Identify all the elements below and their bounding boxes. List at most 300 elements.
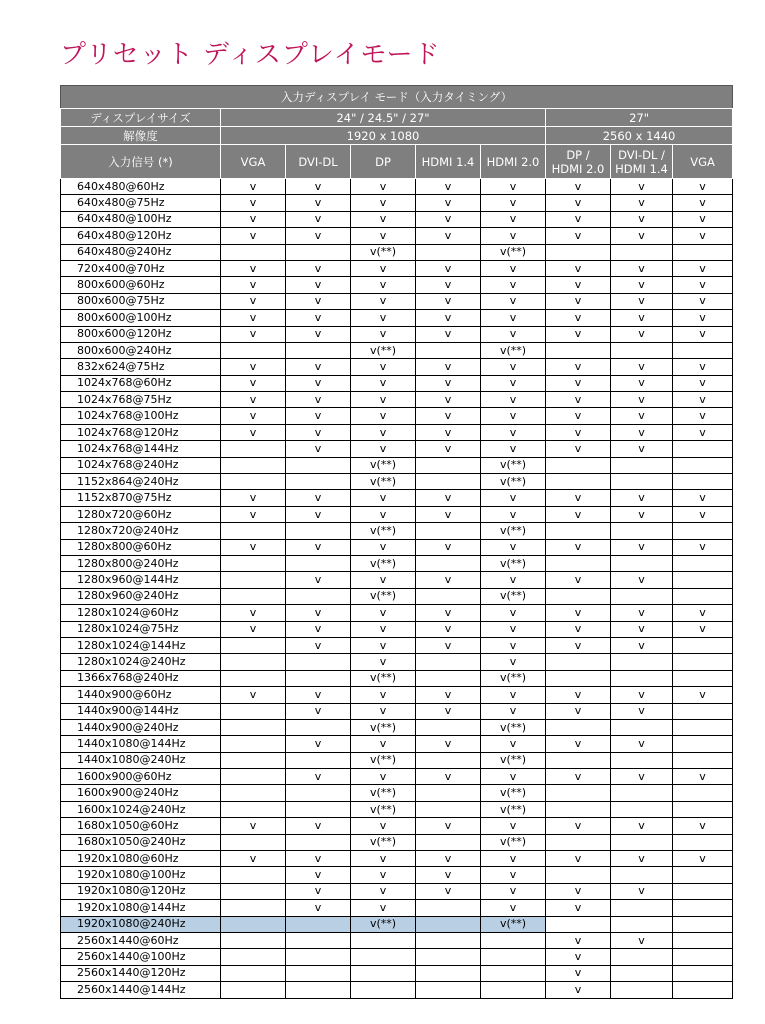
support-cell: v bbox=[286, 572, 351, 588]
table-row bbox=[61, 555, 733, 571]
support-cell: v bbox=[611, 736, 673, 752]
support-cell: v(**) bbox=[481, 785, 546, 801]
support-cell: v bbox=[286, 605, 351, 621]
support-cell: v bbox=[351, 195, 416, 211]
support-cell: v bbox=[546, 506, 611, 522]
support-cell: v bbox=[286, 687, 351, 703]
support-cell: v(**) bbox=[481, 588, 546, 604]
support-cell: v bbox=[546, 260, 611, 276]
support-cell bbox=[611, 801, 673, 817]
table-row bbox=[61, 588, 733, 604]
signal-cell: 800x600@60Hz bbox=[61, 277, 221, 293]
support-cell bbox=[611, 949, 673, 965]
support-cell: v bbox=[673, 408, 733, 424]
support-cell: v bbox=[673, 506, 733, 522]
support-cell: v bbox=[416, 326, 481, 342]
support-cell bbox=[673, 752, 733, 768]
table-row bbox=[61, 572, 733, 588]
support-cell: v bbox=[673, 392, 733, 408]
support-cell: v bbox=[546, 637, 611, 653]
support-cell bbox=[221, 834, 286, 850]
signal-cell: 1280x800@240Hz bbox=[61, 555, 221, 571]
support-cell: v bbox=[611, 506, 673, 522]
support-cell bbox=[221, 752, 286, 768]
support-cell: v bbox=[546, 851, 611, 867]
signal-cell: 800x600@120Hz bbox=[61, 326, 221, 342]
support-cell bbox=[286, 555, 351, 571]
support-cell: v bbox=[351, 228, 416, 244]
support-cell: v bbox=[611, 851, 673, 867]
support-cell: v bbox=[286, 179, 351, 195]
support-cell: v bbox=[416, 621, 481, 637]
support-cell: v(**) bbox=[351, 752, 416, 768]
signal-cell: 1280x960@144Hz bbox=[61, 572, 221, 588]
column-header: DVI-DL bbox=[286, 145, 351, 179]
signal-cell: 1280x1024@144Hz bbox=[61, 637, 221, 653]
support-cell bbox=[481, 932, 546, 948]
support-cell: v bbox=[416, 359, 481, 375]
support-cell bbox=[221, 965, 286, 981]
support-cell: v bbox=[221, 260, 286, 276]
support-cell: v bbox=[611, 703, 673, 719]
support-cell: v bbox=[673, 277, 733, 293]
support-cell bbox=[221, 588, 286, 604]
support-cell: v(**) bbox=[351, 342, 416, 358]
support-cell: v(**) bbox=[481, 244, 546, 260]
support-cell bbox=[673, 703, 733, 719]
table-row bbox=[61, 457, 733, 473]
support-cell: v bbox=[546, 441, 611, 457]
signal-cell: 1152x870@75Hz bbox=[61, 490, 221, 506]
column-header: VGA bbox=[221, 145, 286, 179]
support-cell: v bbox=[481, 260, 546, 276]
page-title: プリセット ディスプレイモード bbox=[60, 40, 441, 70]
support-cell: v bbox=[673, 621, 733, 637]
support-cell: v bbox=[546, 621, 611, 637]
support-cell: v bbox=[221, 490, 286, 506]
support-cell bbox=[351, 982, 416, 998]
support-cell: v bbox=[286, 441, 351, 457]
support-cell: v bbox=[351, 703, 416, 719]
support-cell: v bbox=[611, 932, 673, 948]
support-cell: v(**) bbox=[481, 474, 546, 490]
signal-cell: 1920x1080@120Hz bbox=[61, 883, 221, 899]
support-cell: v bbox=[611, 195, 673, 211]
support-cell: v bbox=[546, 211, 611, 227]
support-cell: v bbox=[351, 179, 416, 195]
support-cell: v bbox=[611, 359, 673, 375]
support-cell: v bbox=[546, 572, 611, 588]
support-cell bbox=[221, 916, 286, 932]
signal-cell: 1920x1080@144Hz bbox=[61, 900, 221, 916]
table-row bbox=[61, 818, 733, 834]
support-cell: v(**) bbox=[351, 244, 416, 260]
support-cell bbox=[673, 555, 733, 571]
support-cell: v bbox=[481, 310, 546, 326]
signal-cell: 832x624@75Hz bbox=[61, 359, 221, 375]
support-cell bbox=[286, 342, 351, 358]
support-cell: v bbox=[673, 687, 733, 703]
support-cell bbox=[286, 457, 351, 473]
support-cell: v bbox=[416, 572, 481, 588]
support-cell: v bbox=[481, 769, 546, 785]
support-cell bbox=[286, 916, 351, 932]
support-cell bbox=[286, 588, 351, 604]
support-cell: v bbox=[221, 359, 286, 375]
support-cell bbox=[546, 752, 611, 768]
support-cell: v bbox=[221, 195, 286, 211]
support-cell: v bbox=[611, 211, 673, 227]
support-cell: v bbox=[546, 490, 611, 506]
support-cell: v(**) bbox=[351, 785, 416, 801]
support-cell: v bbox=[221, 277, 286, 293]
support-cell bbox=[673, 883, 733, 899]
display-size-label: ディスプレイサイズ bbox=[61, 109, 221, 127]
signal-cell: 1600x900@240Hz bbox=[61, 785, 221, 801]
support-cell bbox=[673, 900, 733, 916]
support-cell bbox=[546, 523, 611, 539]
support-cell bbox=[221, 785, 286, 801]
column-header: DP / HDMI 2.0 bbox=[546, 145, 611, 179]
support-cell bbox=[673, 588, 733, 604]
support-cell: v bbox=[286, 703, 351, 719]
support-cell bbox=[611, 555, 673, 571]
support-cell bbox=[416, 474, 481, 490]
table-row bbox=[61, 179, 733, 195]
support-cell bbox=[416, 801, 481, 817]
support-cell: v bbox=[286, 506, 351, 522]
support-cell: v bbox=[351, 408, 416, 424]
support-cell bbox=[416, 670, 481, 686]
support-cell bbox=[221, 900, 286, 916]
support-cell bbox=[286, 932, 351, 948]
signal-cell: 640x480@60Hz bbox=[61, 179, 221, 195]
support-cell bbox=[286, 834, 351, 850]
support-cell: v bbox=[481, 621, 546, 637]
support-cell: v bbox=[416, 637, 481, 653]
support-cell: v bbox=[286, 211, 351, 227]
table-row bbox=[61, 605, 733, 621]
resolution-b: 2560 x 1440 bbox=[546, 127, 733, 145]
support-cell: v bbox=[611, 883, 673, 899]
support-cell: v bbox=[673, 605, 733, 621]
signal-cell: 1440x900@240Hz bbox=[61, 719, 221, 735]
support-cell bbox=[416, 719, 481, 735]
signal-cell: 640x480@100Hz bbox=[61, 211, 221, 227]
support-cell bbox=[221, 883, 286, 899]
support-cell: v bbox=[481, 277, 546, 293]
display-size-b: 27" bbox=[546, 109, 733, 127]
support-cell: v bbox=[416, 179, 481, 195]
signal-cell: 800x600@100Hz bbox=[61, 310, 221, 326]
support-cell bbox=[416, 785, 481, 801]
support-cell: v(**) bbox=[481, 555, 546, 571]
support-cell: v bbox=[481, 736, 546, 752]
signal-cell: 1920x1080@60Hz bbox=[61, 851, 221, 867]
support-cell: v bbox=[481, 572, 546, 588]
support-cell: v bbox=[286, 490, 351, 506]
support-cell bbox=[221, 637, 286, 653]
support-cell: v(**) bbox=[351, 474, 416, 490]
signal-cell: 1440x1080@144Hz bbox=[61, 736, 221, 752]
support-cell bbox=[221, 719, 286, 735]
support-cell bbox=[221, 736, 286, 752]
table-row bbox=[61, 752, 733, 768]
support-cell: v bbox=[611, 375, 673, 391]
support-cell bbox=[673, 457, 733, 473]
support-cell bbox=[611, 982, 673, 998]
table-row bbox=[61, 211, 733, 227]
support-cell bbox=[221, 457, 286, 473]
support-cell: v bbox=[286, 769, 351, 785]
support-cell: v bbox=[286, 637, 351, 653]
support-cell: v bbox=[481, 687, 546, 703]
support-cell: v bbox=[221, 408, 286, 424]
support-cell: v bbox=[221, 310, 286, 326]
table-row bbox=[61, 424, 733, 440]
support-cell: v bbox=[611, 769, 673, 785]
support-cell: v bbox=[221, 392, 286, 408]
support-cell: v(**) bbox=[481, 752, 546, 768]
table-row bbox=[61, 736, 733, 752]
signal-cell: 640x480@240Hz bbox=[61, 244, 221, 260]
support-cell bbox=[286, 244, 351, 260]
table-row bbox=[61, 228, 733, 244]
support-cell: v bbox=[416, 851, 481, 867]
support-cell: v bbox=[416, 769, 481, 785]
support-cell: v bbox=[546, 900, 611, 916]
support-cell: v(**) bbox=[351, 719, 416, 735]
support-cell bbox=[611, 834, 673, 850]
support-cell: v bbox=[351, 654, 416, 670]
support-cell bbox=[611, 588, 673, 604]
table-row bbox=[61, 277, 733, 293]
support-cell: v bbox=[351, 293, 416, 309]
support-cell: v bbox=[416, 703, 481, 719]
support-cell bbox=[546, 654, 611, 670]
support-cell: v bbox=[416, 867, 481, 883]
support-cell: v bbox=[481, 326, 546, 342]
support-cell: v bbox=[351, 867, 416, 883]
support-cell bbox=[673, 523, 733, 539]
support-cell: v bbox=[611, 490, 673, 506]
table-row bbox=[61, 392, 733, 408]
support-cell bbox=[221, 769, 286, 785]
support-cell: v bbox=[481, 637, 546, 653]
support-cell: v bbox=[286, 900, 351, 916]
table-row bbox=[61, 851, 733, 867]
support-cell: v bbox=[546, 965, 611, 981]
support-cell: v bbox=[546, 326, 611, 342]
support-cell bbox=[221, 572, 286, 588]
support-cell: v bbox=[286, 359, 351, 375]
support-cell: v bbox=[546, 736, 611, 752]
support-cell bbox=[221, 932, 286, 948]
support-cell: v bbox=[611, 441, 673, 457]
table-row bbox=[61, 801, 733, 817]
support-cell bbox=[416, 555, 481, 571]
support-cell bbox=[286, 719, 351, 735]
support-cell: v bbox=[673, 179, 733, 195]
support-cell: v(**) bbox=[351, 801, 416, 817]
support-cell bbox=[673, 637, 733, 653]
support-cell: v bbox=[416, 228, 481, 244]
support-cell: v bbox=[673, 851, 733, 867]
table-row bbox=[61, 949, 733, 965]
support-cell: v bbox=[611, 179, 673, 195]
support-cell bbox=[673, 982, 733, 998]
support-cell bbox=[221, 555, 286, 571]
support-cell: v bbox=[286, 392, 351, 408]
support-cell: v bbox=[351, 687, 416, 703]
support-cell: v bbox=[611, 687, 673, 703]
support-cell: v bbox=[546, 769, 611, 785]
support-cell: v bbox=[286, 293, 351, 309]
support-cell: v bbox=[546, 883, 611, 899]
table-row bbox=[61, 342, 733, 358]
support-cell bbox=[286, 982, 351, 998]
support-cell bbox=[221, 949, 286, 965]
support-cell bbox=[611, 867, 673, 883]
support-cell: v bbox=[546, 605, 611, 621]
support-cell bbox=[416, 523, 481, 539]
signal-cell: 1440x900@144Hz bbox=[61, 703, 221, 719]
support-cell: v bbox=[481, 703, 546, 719]
input-signal-label: 入力信号 (*) bbox=[61, 145, 221, 179]
support-cell bbox=[416, 752, 481, 768]
support-cell: v bbox=[351, 490, 416, 506]
table-row bbox=[61, 474, 733, 490]
column-header: VGA bbox=[673, 145, 733, 179]
support-cell: v(**) bbox=[481, 342, 546, 358]
support-cell bbox=[611, 965, 673, 981]
resolution-a: 1920 x 1080 bbox=[221, 127, 546, 145]
support-cell: v bbox=[546, 539, 611, 555]
support-cell: v bbox=[481, 392, 546, 408]
support-cell: v bbox=[481, 408, 546, 424]
support-cell: v bbox=[286, 326, 351, 342]
support-cell bbox=[221, 342, 286, 358]
support-cell bbox=[611, 785, 673, 801]
support-cell bbox=[611, 654, 673, 670]
support-cell: v bbox=[481, 818, 546, 834]
support-cell: v bbox=[351, 392, 416, 408]
support-cell: v bbox=[546, 703, 611, 719]
support-cell: v bbox=[673, 310, 733, 326]
support-cell: v bbox=[416, 260, 481, 276]
support-cell: v bbox=[351, 260, 416, 276]
support-cell: v bbox=[416, 277, 481, 293]
support-cell bbox=[611, 900, 673, 916]
support-cell: v bbox=[286, 539, 351, 555]
support-cell: v(**) bbox=[351, 555, 416, 571]
signal-cell: 1680x1050@60Hz bbox=[61, 818, 221, 834]
support-cell bbox=[416, 916, 481, 932]
support-cell: v bbox=[673, 195, 733, 211]
support-cell: v bbox=[286, 883, 351, 899]
support-cell: v bbox=[351, 851, 416, 867]
table-row bbox=[61, 326, 733, 342]
support-cell: v bbox=[221, 851, 286, 867]
support-cell: v bbox=[481, 228, 546, 244]
support-cell: v bbox=[221, 539, 286, 555]
support-cell: v bbox=[546, 293, 611, 309]
support-cell: v bbox=[546, 687, 611, 703]
table-row bbox=[61, 408, 733, 424]
table-row bbox=[61, 916, 733, 932]
support-cell: v bbox=[416, 605, 481, 621]
table-row bbox=[61, 703, 733, 719]
support-cell: v bbox=[221, 211, 286, 227]
support-cell: v bbox=[546, 359, 611, 375]
table-row bbox=[61, 965, 733, 981]
signal-cell: 2560x1440@100Hz bbox=[61, 949, 221, 965]
support-cell: v bbox=[351, 769, 416, 785]
column-header: HDMI 1.4 bbox=[416, 145, 481, 179]
signal-cell: 2560x1440@144Hz bbox=[61, 982, 221, 998]
table-row bbox=[61, 637, 733, 653]
signal-cell: 1440x1080@240Hz bbox=[61, 752, 221, 768]
table-row bbox=[61, 785, 733, 801]
support-cell bbox=[611, 752, 673, 768]
support-cell bbox=[481, 949, 546, 965]
support-cell bbox=[546, 474, 611, 490]
support-cell bbox=[221, 523, 286, 539]
support-cell bbox=[611, 670, 673, 686]
table-row bbox=[61, 867, 733, 883]
table-row bbox=[61, 260, 733, 276]
support-cell bbox=[673, 801, 733, 817]
support-cell: v bbox=[673, 211, 733, 227]
display-size-a: 24" / 24.5" / 27" bbox=[221, 109, 546, 127]
signal-cell: 1024x768@144Hz bbox=[61, 441, 221, 457]
support-cell: v bbox=[351, 900, 416, 916]
table-row bbox=[61, 687, 733, 703]
support-cell: v bbox=[611, 392, 673, 408]
support-cell: v bbox=[546, 932, 611, 948]
support-cell: v bbox=[221, 424, 286, 440]
signal-cell: 1024x768@240Hz bbox=[61, 457, 221, 473]
support-cell: v bbox=[481, 605, 546, 621]
support-cell: v bbox=[611, 637, 673, 653]
support-cell: v bbox=[611, 260, 673, 276]
support-cell: v(**) bbox=[351, 523, 416, 539]
support-cell bbox=[286, 523, 351, 539]
support-cell: v(**) bbox=[481, 719, 546, 735]
support-cell bbox=[673, 719, 733, 735]
support-cell: v bbox=[546, 424, 611, 440]
support-cell: v bbox=[481, 490, 546, 506]
support-cell bbox=[221, 703, 286, 719]
support-cell: v bbox=[673, 424, 733, 440]
support-cell: v bbox=[351, 211, 416, 227]
table-row bbox=[61, 293, 733, 309]
support-cell: v bbox=[286, 818, 351, 834]
support-cell bbox=[481, 982, 546, 998]
support-cell: v bbox=[611, 408, 673, 424]
support-cell: v bbox=[221, 605, 286, 621]
support-cell: v bbox=[286, 277, 351, 293]
resolution-label: 解像度 bbox=[61, 127, 221, 145]
signal-cell: 1280x1024@240Hz bbox=[61, 654, 221, 670]
signal-cell: 1280x720@60Hz bbox=[61, 506, 221, 522]
table-row bbox=[61, 539, 733, 555]
support-cell: v bbox=[481, 654, 546, 670]
support-cell: v bbox=[546, 982, 611, 998]
signal-cell: 800x600@75Hz bbox=[61, 293, 221, 309]
support-cell: v(**) bbox=[351, 588, 416, 604]
signal-cell: 1280x720@240Hz bbox=[61, 523, 221, 539]
